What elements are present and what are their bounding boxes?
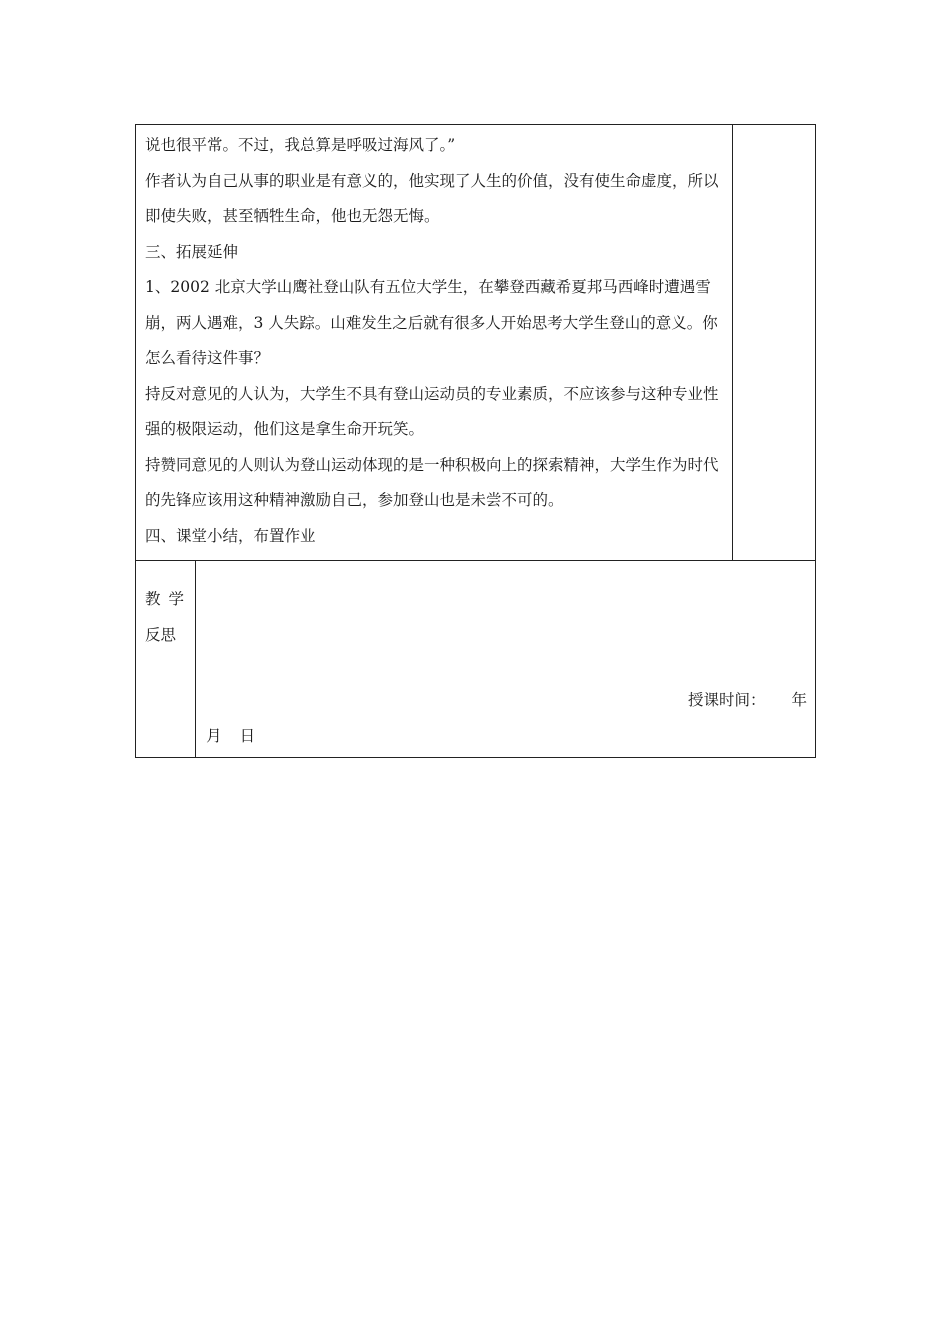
teaching-time-label: 授课时间： xyxy=(687,691,766,709)
lesson-content-cell xyxy=(136,125,733,561)
reflection-label-line1: 教学 xyxy=(145,590,193,608)
reflection-content-cell xyxy=(196,561,816,758)
section-heading-summary: 四、课堂小结，布置作业 xyxy=(145,526,316,545)
paragraph-author-view: 作者认为自己从事的职业是有意义的，他实现了人生的价值，没有使生命虚度，所以即使失败，甚至牺牲生命，他也无怨无悔。 xyxy=(145,171,719,225)
lesson-content-row xyxy=(136,125,816,561)
reflection-label-cell xyxy=(136,561,196,758)
section-heading-extension: 三、拓展延伸 xyxy=(145,242,239,261)
teaching-time-line xyxy=(688,688,807,710)
paragraph-opposing-view: 持反对意见的人认为，大学生不具有登山运动员的专业素质，不应该参与这种专业性强的极限运动，他们这是拿生命开玩笑。 xyxy=(145,384,719,438)
year-label: 年 xyxy=(791,691,807,709)
lesson-plan-table xyxy=(135,124,816,758)
paragraph-question: 1、2002 北京大学山鹰社登山队有五位大学生，在攀登西藏希夏邦马西峰时遭遇雪崩，两人遇难，3 人失踪。山难发生之后就有很多人开始思考大学生登山的意义。你怎么看待这件事？ xyxy=(145,278,718,367)
month-label: 月 xyxy=(206,727,222,745)
reflection-row xyxy=(136,561,816,758)
teaching-date-line xyxy=(206,724,255,746)
paragraph-supporting-view: 持赞同意见的人则认为登山运动体现的是一种积极向上的探索精神，大学生作为时代的先锋应该用这种精神激励自己，参加登山也是未尝不可的。 xyxy=(145,455,719,509)
side-notes-cell xyxy=(732,125,815,561)
reflection-label-line2: 反思 xyxy=(145,626,177,644)
day-label: 日 xyxy=(239,727,256,745)
paragraph-quote-end: 说也很平常。不过，我总算是呼吸过海风了。” xyxy=(145,136,456,154)
